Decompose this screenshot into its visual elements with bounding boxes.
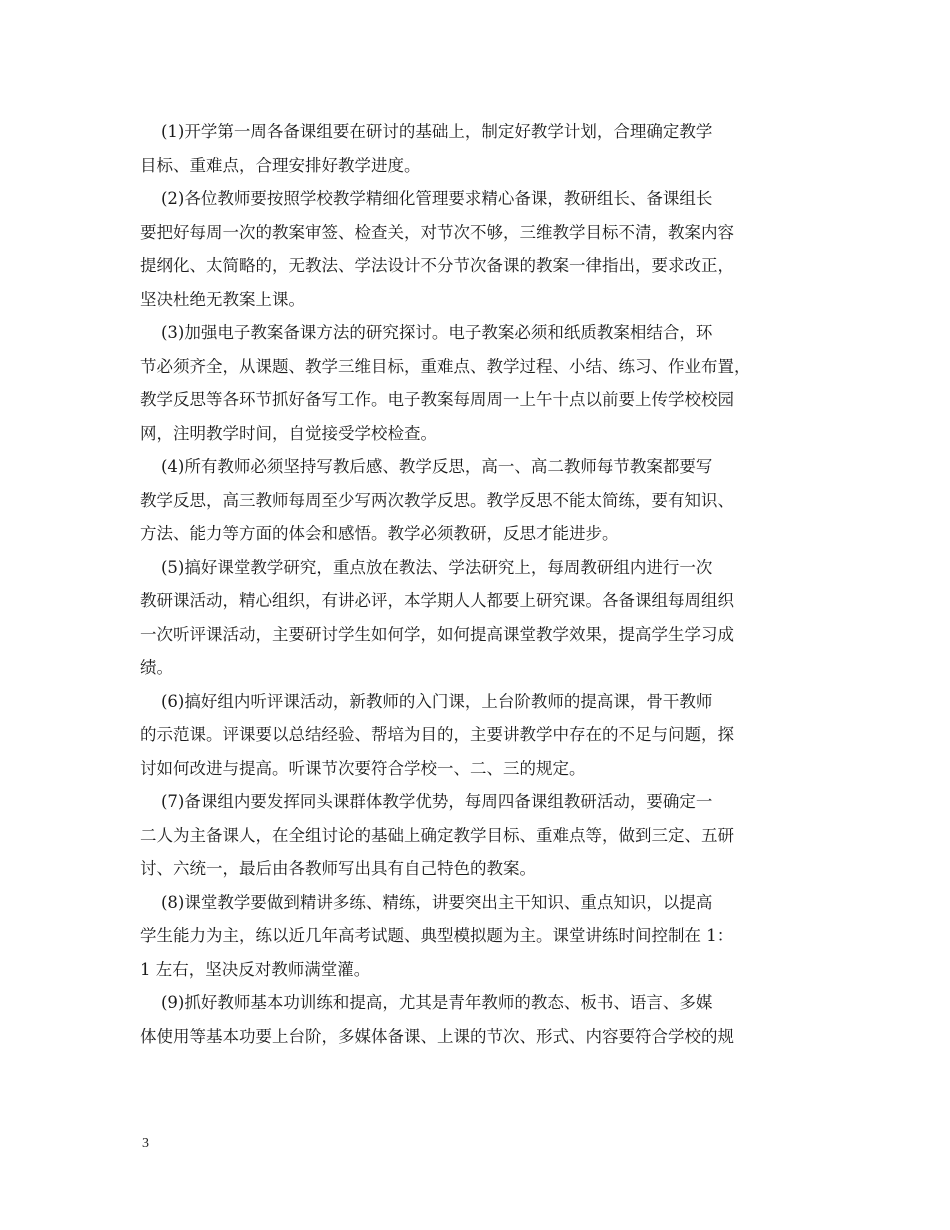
- paragraph: [140, 785, 815, 886]
- paragraph-line: 1 左右，坚决反对教师满堂灌。: [140, 959, 371, 979]
- paragraph-line: 目标、重难点，合理安排好教学进度。: [140, 155, 421, 175]
- paragraph: [140, 986, 815, 1053]
- paragraph-line: (5)搞好课堂教学研究，重点放在教法、学法研究上，每周教研组内进行一次: [140, 557, 713, 577]
- paragraph-line: 一次听评课活动，主要研讨学生如何学，如何提高课堂教学效果，提高学生学习成: [140, 624, 734, 644]
- paragraph: [140, 551, 815, 685]
- paragraph: [140, 450, 815, 551]
- paragraph-line: 节必须齐全，从课题、教学三维目标，重难点、教学过程、小结、练习、作业布置，: [140, 356, 751, 376]
- document-body: [140, 115, 815, 1053]
- paragraph-line: 坚决杜绝无教案上课。: [140, 289, 305, 309]
- paragraph-line: (9)抓好教师基本功训练和提高，尤其是青年教师的教态、板书、语言、多媒: [140, 993, 713, 1012]
- paragraph-line: 要把好每周一次的教案审签、检查关，对节次不够，三维教学目标不清，教案内容: [140, 222, 734, 242]
- paragraph: [140, 115, 815, 182]
- paragraph-line: 体使用等基本功要上台阶，多媒体备课、上课的节次、形式、内容要符合学校的规: [140, 1026, 734, 1046]
- paragraph: [140, 886, 815, 987]
- paragraph: [140, 316, 815, 450]
- paragraph: [140, 685, 815, 786]
- paragraph-line: 提纲化、太简略的，无教法、学法设计不分节次备课的教案一律指出，要求改正，: [140, 256, 734, 275]
- paragraph-line: 教学反思等各环节抓好备写工作。电子教案每周周一上午十点以前要上传学校校园: [140, 390, 734, 409]
- paragraph-line: 方法、能力等方面的体会和感悟。教学必须教研，反思才能进步。: [140, 524, 619, 543]
- paragraph-line: (3)加强电子教案备课方法的研究探讨。电子教案必须和纸质教案相结合，环: [140, 323, 713, 342]
- paragraph-line: (6)搞好组内听评课活动，新教师的入门课，上台阶教师的提高课，骨干教师: [140, 691, 713, 711]
- paragraph-line: 的示范课。评课要以总结经验、帮培为目的，主要讲教学中存在的不足与问题，探: [140, 725, 734, 744]
- paragraph-line: 教学反思，高三教师每周至少写两次教学反思。教学反思不能太简练，要有知识、: [140, 490, 734, 510]
- paragraph-line: (4)所有教师必须坚持写教后感、教学反思，高一、高二教师每节教案都要写: [140, 457, 713, 476]
- paragraph-line: (1)开学第一周各备课组要在研讨的基础上，制定好教学计划，合理确定教学: [140, 122, 713, 141]
- paragraph-line: (2)各位教师要按照学校教学精细化管理要求精心备课，教研组长、备课组长: [140, 189, 713, 208]
- paragraph-line: 二人为主备课人，在全组讨论的基础上确定教学目标、重难点等，做到三定、五研: [140, 825, 734, 845]
- page-number: 3: [142, 1136, 149, 1151]
- paragraph-line: 网，注明教学时间，自觉接受学校检查。: [140, 423, 437, 443]
- paragraph-line: (8)课堂教学要做到精讲多练、精练，讲要突出主干知识、重点知识，以提高: [140, 892, 713, 912]
- paragraph-line: 讨、六统一，最后由各教师写出具有自己特色的教案。: [140, 859, 536, 878]
- paragraph-line: 教研课活动，精心组织，有讲必评，本学期人人都要上研究课。各备课组每周组织: [140, 591, 734, 610]
- paragraph-line: 绩。: [140, 658, 173, 677]
- paragraph-line: 讨如何改进与提高。听课节次要符合学校一、二、三的规定。: [140, 758, 586, 778]
- paragraph-line: (7)备课组内要发挥同头课群体教学优势，每周四备课组教研活动，要确定一: [140, 792, 713, 811]
- paragraph-line: 学生能力为主，练以近几年高考试题、典型模拟题为主。课堂讲练时间控制在 1：: [140, 926, 734, 945]
- paragraph: [140, 182, 815, 316]
